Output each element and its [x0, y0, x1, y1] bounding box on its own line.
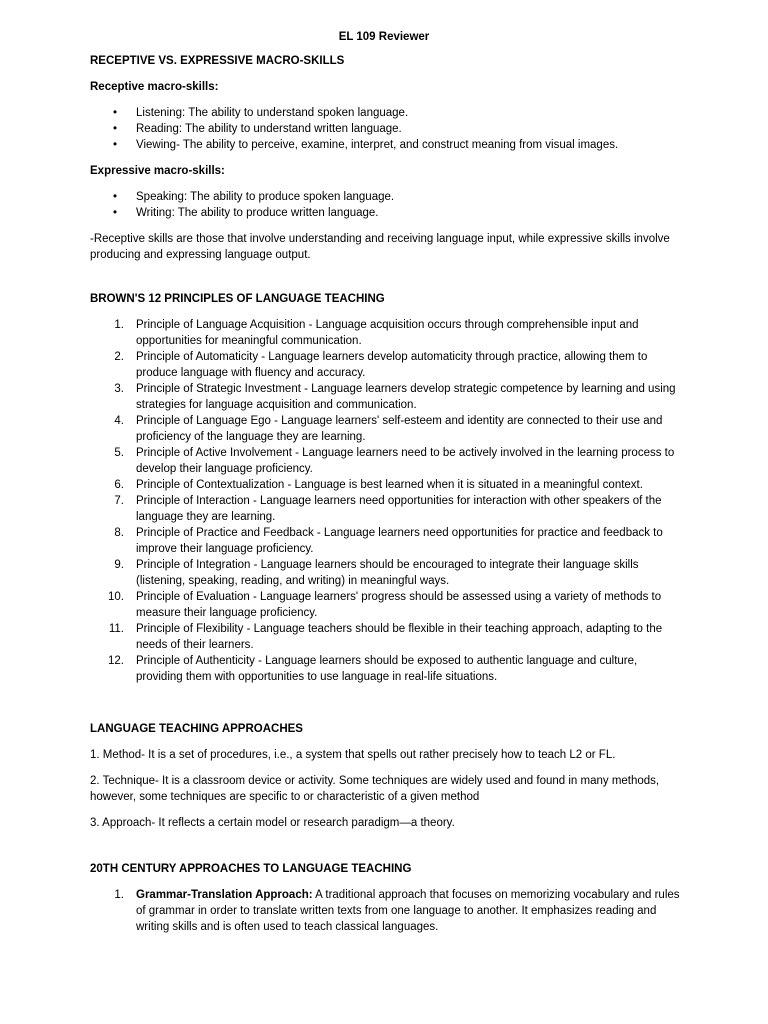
- list-item: 5. Principle of Active Involvement - Language learners need to be actively involved in the learning process to develop their language proficiency.: [114, 447, 675, 475]
- list-item: 1. Principle of Language Acquisition - Language acquisition occurs through comprehensible input and opportunities for meaningful communication.: [114, 319, 639, 347]
- section-receptive-expressive: [90, 53, 690, 263]
- list-item: 9. Principle of Integration - Language learners should be encouraged to integrate their language skills (listening, speaking, reading, and writing) in meaningful ways.: [114, 559, 639, 587]
- section-heading: LANGUAGE TEACHING APPROACHES: [90, 723, 303, 735]
- bullet-icon: •: [113, 123, 118, 135]
- bullet-list-expressive: [90, 189, 690, 221]
- subheading-expressive: Expressive macro-skills:: [90, 165, 225, 177]
- section-20th-century-approaches: [90, 861, 690, 935]
- list-item: 10. Principle of Evaluation - Language learners' progress should be assessed using a variety of methods to measure their language proficiency.: [108, 591, 662, 619]
- list-item: 8. Principle of Practice and Feedback - Language learners need opportunities for practice and feedback to improve their language proficiency.: [114, 527, 663, 555]
- list-item: • Writing: The ability to produce written language.: [113, 207, 379, 219]
- section-browns-principles: [90, 291, 690, 685]
- list-item: • Speaking: The ability to produce spoken language.: [113, 191, 395, 203]
- list-item: • Reading: The ability to understand written language.: [113, 123, 402, 135]
- receptive-expressive-note: -Receptive skills are those that involve understanding and receiving language input, while expressive skills involve producing and expressing language output.: [90, 233, 670, 261]
- principles-list: [90, 317, 680, 685]
- bullet-icon: •: [113, 191, 118, 203]
- list-item: 2. Principle of Automaticity - Language learners develop automaticity through practice, allowing them to produce language with fluency and accuracy.: [114, 351, 648, 379]
- subheading-receptive: Receptive macro-skills:: [90, 81, 219, 93]
- document-title: EL 109 Reviewer: [338, 31, 430, 43]
- bullet-icon: •: [113, 207, 118, 219]
- paragraph-method: 1. Method- It is a set of procedures, i.e., a system that spells out rather precisely how to teach L2 or FL.: [90, 749, 616, 761]
- section-heading: BROWN'S 12 PRINCIPLES OF LANGUAGE TEACHING: [90, 293, 385, 305]
- list-item: 3. Principle of Strategic Investment - Language learners develop strategic competence by learning and using strategies for language acquisition and communication.: [114, 383, 676, 411]
- section-teaching-approaches: [90, 721, 680, 831]
- approaches-list: [90, 887, 680, 935]
- bullet-icon: •: [113, 107, 118, 119]
- list-item: 12. Principle of Authenticity - Language learners should be exposed to authentic language and culture, providing them with opportunities to use language in real-life situations.: [108, 655, 638, 683]
- list-item: • Listening: The ability to understand spoken language.: [113, 107, 409, 119]
- approach-term: Grammar-Translation Approach:: [136, 889, 313, 901]
- list-item: 7. Principle of Interaction - Language learners need opportunities for interaction with other speakers of the language they are learning.: [114, 495, 662, 523]
- section-heading: 20TH CENTURY APPROACHES TO LANGUAGE TEACHING: [90, 863, 412, 875]
- bullet-icon: •: [113, 139, 118, 151]
- list-item: • Viewing- The ability to perceive, examine, interpret, and construct meaning from visual images.: [113, 139, 619, 151]
- section-heading: RECEPTIVE VS. EXPRESSIVE MACRO-SKILLS: [90, 55, 345, 67]
- paragraph-technique: 2. Technique- It is a classroom device or activity. Some techniques are widely used and found in many methods, however, some techniques are specific to or characteristic of a given method: [90, 775, 660, 803]
- paragraph-approach: 3. Approach- It reflects a certain model or research paradigm—a theory.: [90, 817, 455, 829]
- list-item: 1. Grammar-Translation Approach: A traditional approach that focuses on memorizing vocabulary and rules of grammar in order to translate written texts from one language to another. It emphasizes reading and writing skills and is often used to teach classical languages.: [114, 889, 680, 933]
- list-item: 6. Principle of Contextualization - Language is best learned when it is situated in a meaningful context.: [114, 479, 643, 491]
- bullet-list-receptive: [90, 105, 690, 153]
- list-item: 11. Principle of Flexibility - Language teachers should be flexible in their teaching approach, adapting to the needs of their learners.: [108, 623, 663, 651]
- list-item: 4. Principle of Language Ego - Language learners' self-esteem and identity are connected to their use and proficiency of the language they are learning.: [114, 415, 663, 443]
